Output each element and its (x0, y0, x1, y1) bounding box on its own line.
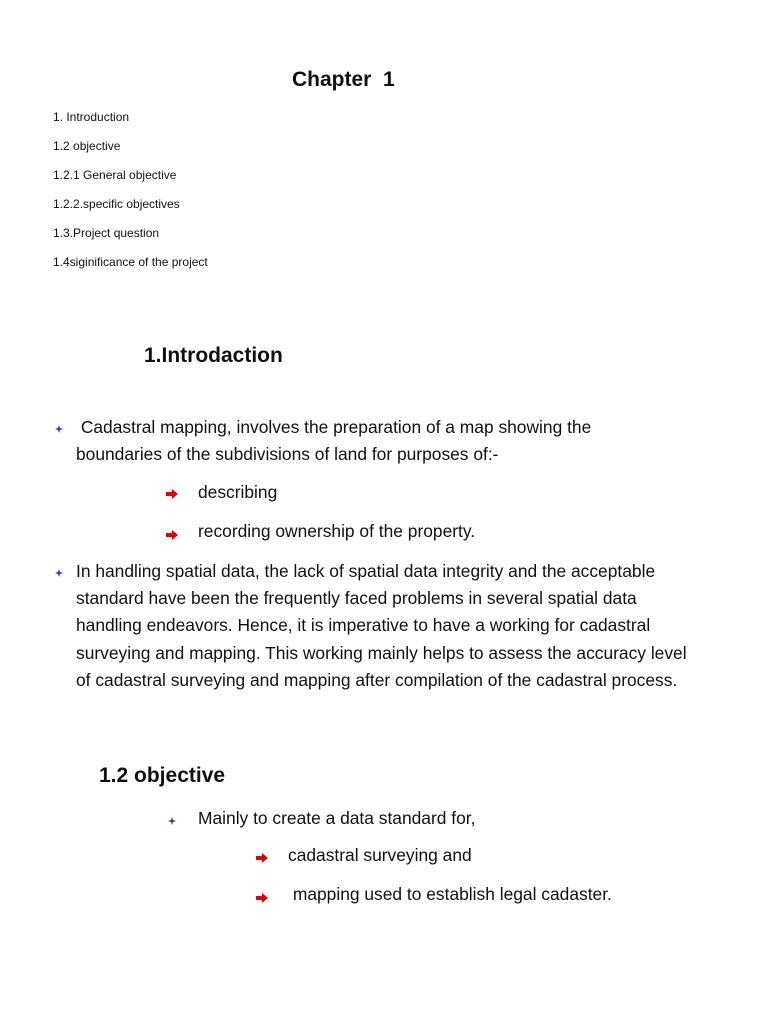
intro-sub-item: recording ownership of the property. (198, 521, 476, 541)
objective-heading: 1.2 objective (99, 764, 226, 787)
toc-item: 1. Introduction (53, 110, 130, 124)
toc-item: 1.4siginificance of the project (53, 255, 208, 269)
intro-sub-item: describing (198, 482, 278, 502)
objective-sub-item: cadastral surveying and (288, 845, 472, 865)
toc-item: 1.3.Project question (53, 226, 160, 240)
toc-item: 1.2 objective (53, 139, 121, 153)
arrow-bullet-icon (166, 489, 178, 499)
toc-item: 1.2.1 General objective (53, 168, 177, 182)
arrow-bullet-icon (256, 853, 268, 863)
toc-item: 1.2.2.specific objectives (53, 197, 180, 211)
intro-bullet-1-line-1: Cadastral mapping, involves the preparation of a map showing the (76, 417, 592, 437)
diamond-bullet-icon (55, 569, 63, 577)
arrow-bullet-icon (256, 893, 268, 903)
intro-bullet-2-paragraph: In handling spatial data, the lack of spatial data integrity and the acceptable standard have been the frequently faced problems in several spatial data handling endeavors. Hence, it is imperative to have a working for cadastral surveying and mapping. This working mainly helps to assess the accuracy level of cadastral surveying and mapping after compilation of the cadastral process. (76, 561, 687, 690)
chapter-title: Chapter 1 (292, 68, 395, 91)
intro-bullet-1-line-2: boundaries of the subdivisions of land for purposes of:- (76, 444, 499, 464)
arrow-bullet-icon (166, 530, 178, 540)
introduction-heading: 1.Introdaction (144, 344, 283, 367)
diamond-bullet-icon (168, 817, 176, 825)
diamond-bullet-icon (55, 425, 63, 433)
objective-bullet: Mainly to create a data standard for, (198, 808, 476, 828)
objective-sub-item: mapping used to establish legal cadaster. (288, 884, 612, 904)
